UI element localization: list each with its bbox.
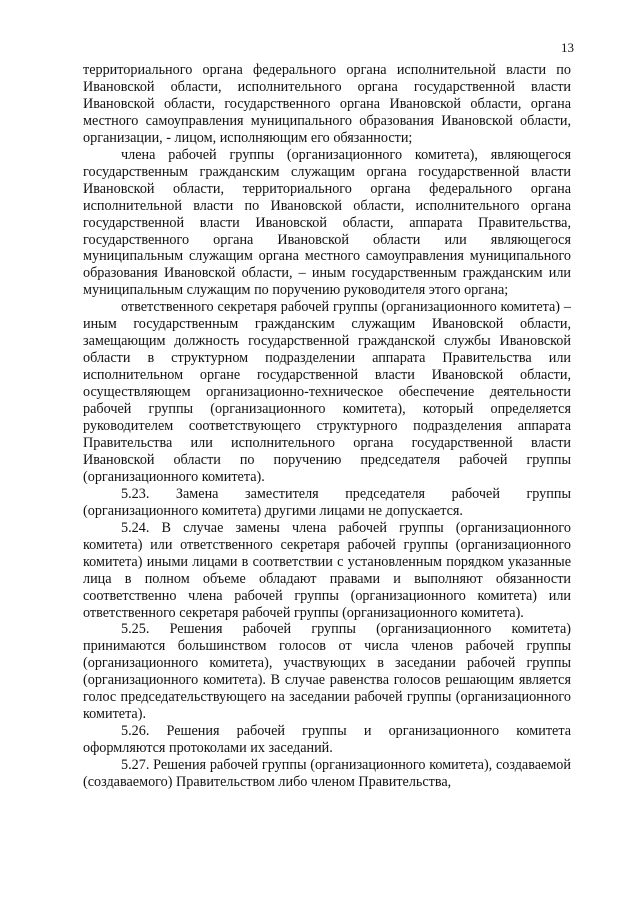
paragraph-5-25: 5.25. Решения рабочей группы (организационного комитета) принимаются большинством голосов от числа членов рабочей группы (организационного комитета), участвующих в заседании рабочей группы (организационного комитета). В случае равенства голосов решающим является голос председательствующего на заседании рабочей группы (организационного комитета). (83, 621, 571, 723)
paragraph-member-replacement: члена рабочей группы (организационного комитета), являющегося государственным гражданским служащим органа государственной власти Ивановской области, территориального органа федерального органа исполнительной власти по Ивановской области, исполнительного органа государственной власти Ивановской области, аппарата Правительства, государственного органа Ивановской области или являющегося муниципальным служащим органа местного самоуправления муниципального образования Ивановской области, – иным государственным гражданским или муниципальным служащим по поручению руководителя этого органа; (83, 146, 571, 299)
paragraph-secretary-replacement: ответственного секретаря рабочей группы (организационного комитета) – иным государственным гражданским служащим Ивановской области, замещающим должность государственной гражданской службы Ивановской области в структурном подразделении аппарата Правительства или исполнительном органе государственной власти Ивановской области, осуществляющем организационно-техническое обеспечение деятельности рабочей группы (организационного комитета), который определяется руководителем соответствующего структурного подразделения аппарата Правительства или исполнительного органа государственной власти Ивановской области по поручению председателя рабочей группы (организационного комитета). (83, 299, 571, 485)
paragraph-continuation: территориального органа федерального органа исполнительной власти по Ивановской области, исполнительного органа государственной власти Ивановской области, государственного органа Ивановской области, органа местного самоуправления муниципального образования Ивановской области, организации, - лицом, исполняющим его обязанности; (83, 62, 571, 146)
paragraph-5-23: 5.23. Замена заместителя председателя рабочей группы (организационного комитета) другими лицами не допускается. (83, 485, 571, 519)
document-body (83, 62, 571, 791)
paragraph-5-24: 5.24. В случае замены члена рабочей группы (организационного комитета) или ответственного секретаря рабочей группы (организационного комитета) иными лицами в соответствии с установленным порядком указанные лица в полном объеме обладают правами и выполняют обязанности соответственно члена рабочей группы (организационного комитета) или ответственного секретаря рабочей группы (организационного комитета). (83, 519, 571, 621)
paragraph-5-27: 5.27. Решения рабочей группы (организационного комитета), создаваемой (создаваемого) Правительством либо членом Правительства, (83, 757, 571, 791)
page-number: 13 (561, 40, 574, 55)
paragraph-5-26: 5.26. Решения рабочей группы и организационного комитета оформляются протоколами их заседаний. (83, 723, 571, 757)
